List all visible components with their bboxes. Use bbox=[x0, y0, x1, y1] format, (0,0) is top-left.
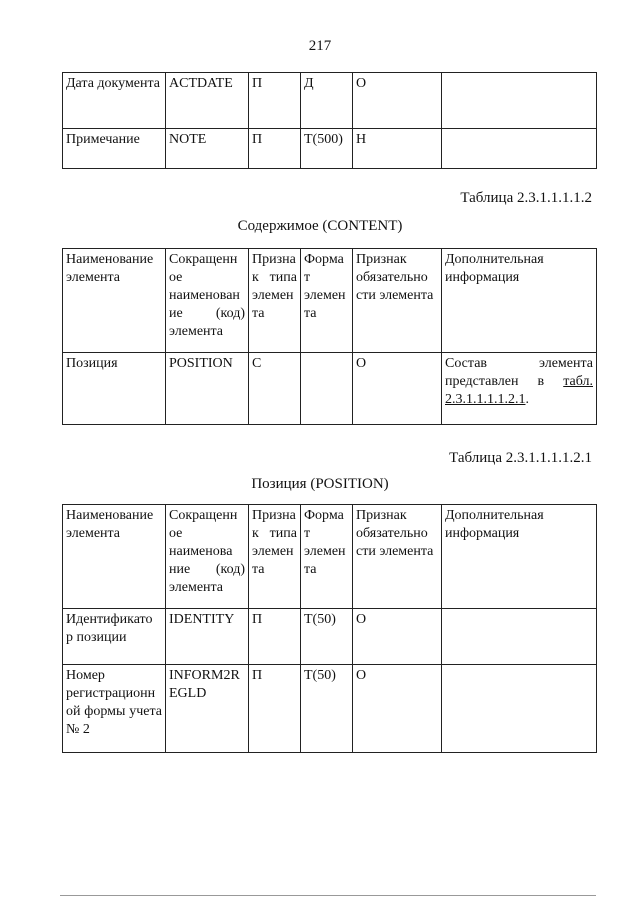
header-info: Дополнительная информация bbox=[442, 249, 597, 353]
element-code-cell: ACTDATE bbox=[166, 73, 249, 129]
element-type-cell: П bbox=[249, 665, 301, 753]
element-required-cell: Н bbox=[353, 129, 442, 169]
element-info-cell bbox=[442, 665, 597, 753]
table-row bbox=[63, 353, 597, 425]
table-row bbox=[63, 129, 597, 169]
element-info-cell bbox=[442, 129, 597, 169]
element-required-cell: О bbox=[353, 73, 442, 129]
header-code: Сокращенн ое наименован ие (код) элемента bbox=[166, 249, 249, 353]
header-format: Форма т элемен та bbox=[301, 249, 353, 353]
table-row bbox=[63, 609, 597, 665]
header-code: Сокращенн ое наименова ние (код) элемента bbox=[166, 505, 249, 609]
element-required-cell: О bbox=[353, 609, 442, 665]
table-top bbox=[62, 72, 597, 169]
header-name: Наименование элемента bbox=[63, 505, 166, 609]
info-suffix: . bbox=[525, 392, 529, 407]
info-text: Состав элемента представлен в bbox=[445, 356, 593, 389]
header-required: Признак обязательно сти элемента bbox=[353, 249, 442, 353]
element-type-cell: П bbox=[249, 609, 301, 665]
table-reference-link[interactable]: табл. 2.3.1.1.1.1.2.1 bbox=[445, 374, 593, 407]
element-type-cell: П bbox=[249, 129, 301, 169]
element-format-cell: Д bbox=[301, 73, 353, 129]
header-required: Признак обязательно сти элемента bbox=[353, 505, 442, 609]
element-code-cell: INFORM2R EGLD bbox=[166, 665, 249, 753]
element-name-cell: Позиция bbox=[63, 353, 166, 425]
header-type: Призна к типа элемен та bbox=[249, 505, 301, 609]
page-number: 217 bbox=[308, 38, 332, 54]
table-row bbox=[63, 665, 597, 753]
table-header-row bbox=[63, 505, 597, 609]
element-format-cell bbox=[301, 353, 353, 425]
table-title: Позиция (POSITION) bbox=[251, 476, 389, 492]
table-title: Содержимое (CONTENT) bbox=[237, 218, 403, 234]
element-required-cell: О bbox=[353, 665, 442, 753]
table-caption: Таблица 2.3.1.1.1.1.2.1 bbox=[449, 450, 592, 466]
table-caption: Таблица 2.3.1.1.1.1.2 bbox=[460, 190, 592, 206]
element-code-cell: NOTE bbox=[166, 129, 249, 169]
header-name: Наименование элемента bbox=[63, 249, 166, 353]
element-format-cell: Т(500) bbox=[301, 129, 353, 169]
element-format-cell: Т(50) bbox=[301, 609, 353, 665]
table-position bbox=[62, 504, 597, 753]
element-name-cell: Примечание bbox=[63, 129, 166, 169]
element-code-cell: IDENTITY bbox=[166, 609, 249, 665]
element-name-cell: Номер регистрационн ой формы учета № 2 bbox=[63, 665, 166, 753]
element-required-cell: О bbox=[353, 353, 442, 425]
element-type-cell: С bbox=[249, 353, 301, 425]
element-info-cell bbox=[442, 73, 597, 129]
element-code-cell: POSITION bbox=[166, 353, 249, 425]
header-info: Дополнительная информация bbox=[442, 505, 597, 609]
element-format-cell: Т(50) bbox=[301, 665, 353, 753]
element-name-cell: Идентификато р позиции bbox=[63, 609, 166, 665]
header-type: Призна к типа элемен та bbox=[249, 249, 301, 353]
element-info-cell bbox=[442, 609, 597, 665]
header-format: Форма т элемен та bbox=[301, 505, 353, 609]
table-content bbox=[62, 248, 597, 425]
page-bottom-edge bbox=[60, 895, 596, 896]
table-row bbox=[63, 73, 597, 129]
element-name-cell: Дата документа bbox=[63, 73, 166, 129]
table-header-row bbox=[63, 249, 597, 353]
element-type-cell: П bbox=[249, 73, 301, 129]
element-info-cell bbox=[442, 353, 597, 425]
